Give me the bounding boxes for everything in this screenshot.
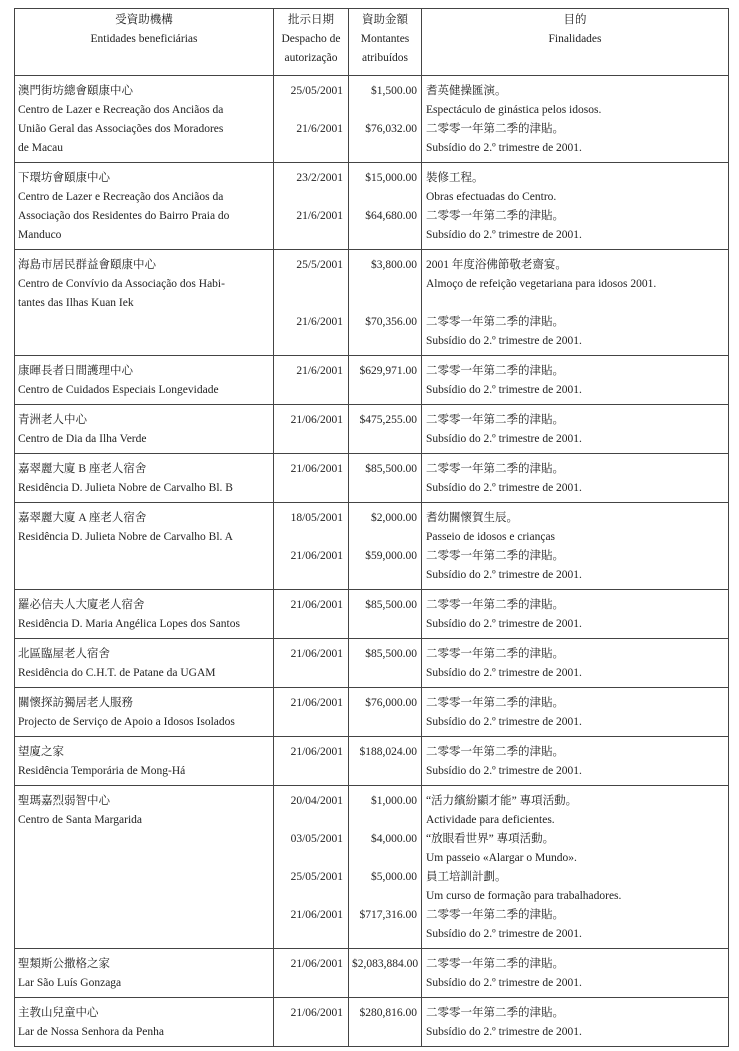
entity-line: 主教山兒童中心 — [18, 1007, 99, 1019]
amount-line: $280,816.00 — [359, 1007, 417, 1019]
date-line — [277, 615, 345, 634]
table-row — [15, 949, 729, 998]
purpose-line: Subsídio do 2.º trimestre de 2001. — [426, 667, 582, 679]
entity-line: Projecto de Serviço de Apoio a Idosos Isolados — [18, 716, 235, 728]
table-row — [15, 405, 729, 454]
amount-line — [352, 713, 418, 732]
amount-cell — [349, 503, 422, 590]
amount-line: $85,500.00 — [365, 648, 417, 660]
amount-cell — [349, 454, 422, 503]
date-line — [277, 101, 345, 120]
date-cell — [274, 163, 349, 250]
entity-line: Centro de Lazer e Recreação dos Anciãos da — [18, 191, 224, 203]
purpose-line: Subsídio do 2.º trimestre de 2001. — [426, 335, 582, 347]
amount-line — [352, 566, 418, 585]
entity-line: Manduco — [18, 229, 62, 241]
entity-line — [18, 313, 270, 332]
amount-line: $5,000.00 — [371, 871, 417, 883]
purpose-cell — [422, 76, 729, 163]
purpose-line: “活力繽紛顯才能” 專項活動。 — [426, 795, 578, 807]
entity-cell — [15, 356, 274, 405]
purpose-line: “放眼看世界” 專項活動。 — [426, 833, 555, 845]
header-entities — [15, 9, 274, 76]
date-cell — [274, 356, 349, 405]
date-cell — [274, 737, 349, 786]
table-row — [15, 76, 729, 163]
purpose-cell — [422, 688, 729, 737]
date-line: 21/6/2001 — [296, 365, 343, 377]
purpose-line — [425, 294, 725, 313]
header-date-pt-1: Despacho de — [281, 33, 341, 45]
date-line — [277, 332, 345, 351]
amount-line: $70,356.00 — [365, 316, 417, 328]
date-line: 21/06/2001 — [290, 746, 343, 758]
entity-line — [18, 849, 270, 868]
purpose-line: Subsídio do 2.º trimestre de 2001. — [426, 229, 582, 241]
date-cell — [274, 405, 349, 454]
date-line — [277, 713, 345, 732]
entity-line: 嘉翠麗大廈 B 座老人宿舍 — [18, 463, 147, 475]
purpose-line: Um passeio «Alargar o Mundo». — [426, 852, 577, 864]
date-line: 21/06/2001 — [290, 414, 343, 426]
purpose-cell — [422, 639, 729, 688]
purpose-line: 二零零一年第二季的津貼。 — [426, 746, 564, 758]
date-line — [277, 849, 345, 868]
entity-line — [18, 868, 270, 887]
amount-line: $59,000.00 — [365, 550, 417, 562]
amount-cell — [349, 250, 422, 356]
date-line: 25/5/2001 — [296, 259, 343, 271]
amount-cell — [349, 76, 422, 163]
amount-line: $76,000.00 — [365, 697, 417, 709]
header-purpose-zh: 目的 — [563, 14, 587, 26]
table-row — [15, 454, 729, 503]
date-line: 25/05/2001 — [290, 871, 343, 883]
purpose-line: 二零零一年第二季的津貼。 — [426, 463, 564, 475]
table-row — [15, 356, 729, 405]
entity-cell — [15, 503, 274, 590]
purpose-cell — [422, 356, 729, 405]
amount-line: $629,971.00 — [359, 365, 417, 377]
amount-line: $64,680.00 — [365, 210, 417, 222]
entity-line: 澳門街坊總會頤康中心 — [18, 85, 133, 97]
purpose-cell — [422, 949, 729, 998]
purpose-line: 二零零一年第二季的津貼。 — [426, 550, 564, 562]
amount-line: $1,000.00 — [371, 795, 417, 807]
date-line: 21/06/2001 — [290, 599, 343, 611]
amount-line — [352, 615, 418, 634]
date-line — [277, 566, 345, 585]
header-amount — [349, 9, 422, 76]
table-row — [15, 737, 729, 786]
purpose-cell — [422, 503, 729, 590]
purpose-line: 二零零一年第二季的津貼。 — [426, 648, 564, 660]
entity-line: 聖瑪嘉烈弱智中心 — [18, 795, 110, 807]
entity-cell — [15, 737, 274, 786]
date-line: 21/6/2001 — [296, 123, 343, 135]
entity-line: Centro de Lazer e Recreação dos Anciãos da — [18, 104, 224, 116]
date-line: 25/05/2001 — [290, 85, 343, 97]
date-line — [277, 974, 345, 993]
entity-cell — [15, 163, 274, 250]
amount-line — [352, 1023, 418, 1042]
amount-line — [352, 188, 418, 207]
amount-line — [352, 528, 418, 547]
purpose-line: Actividade para deficientes. — [426, 814, 555, 826]
date-line — [277, 528, 345, 547]
purpose-line: 裝修工程。 — [426, 172, 484, 184]
amount-line — [352, 479, 418, 498]
purpose-line: 員工培訓計劃。 — [426, 871, 507, 883]
amount-line: $2,000.00 — [371, 512, 417, 524]
amount-line — [352, 430, 418, 449]
amount-line — [352, 332, 418, 351]
date-cell — [274, 76, 349, 163]
date-line: 21/06/2001 — [290, 550, 343, 562]
purpose-line: Almoço de refeição vegetariana para idosos 2001. — [426, 278, 657, 290]
entity-line: Residência Temporária de Mong-Há — [18, 765, 186, 777]
entity-cell — [15, 454, 274, 503]
table-header-row — [15, 9, 729, 76]
date-cell — [274, 688, 349, 737]
date-cell — [274, 998, 349, 1047]
entity-line: 望廈之家 — [18, 746, 64, 758]
date-line — [277, 139, 345, 158]
date-line: 21/6/2001 — [296, 210, 343, 222]
table-row — [15, 998, 729, 1047]
purpose-cell — [422, 163, 729, 250]
purpose-line: Subsídio do 2.º trimestre de 2001. — [426, 977, 582, 989]
amount-cell — [349, 163, 422, 250]
entity-line: de Macau — [18, 142, 64, 154]
date-cell — [274, 949, 349, 998]
table-row — [15, 786, 729, 949]
amount-line — [352, 762, 418, 781]
header-date-zh: 批示日期 — [288, 14, 334, 26]
purpose-line: 耆英健操匯演。 — [426, 85, 507, 97]
purpose-cell — [422, 454, 729, 503]
entity-cell — [15, 250, 274, 356]
entity-line: 青洲老人中心 — [18, 414, 87, 426]
amount-line — [352, 811, 418, 830]
entity-line: Lar São Luís Gonzaga — [18, 977, 122, 989]
purpose-line: 二零零一年第二季的津貼。 — [426, 316, 564, 328]
date-line — [277, 887, 345, 906]
entity-cell — [15, 639, 274, 688]
amount-line — [352, 226, 418, 245]
table-row — [15, 688, 729, 737]
amount-line: $85,500.00 — [365, 463, 417, 475]
entity-line: 關懷探訪獨居老人服務 — [18, 697, 133, 709]
table-row — [15, 590, 729, 639]
header-amount-pt-1: Montantes — [360, 33, 410, 45]
entity-line: Centro de Dia da Ilha Verde — [18, 433, 147, 445]
date-line: 21/06/2001 — [290, 463, 343, 475]
amount-line: $188,024.00 — [359, 746, 417, 758]
purpose-line: Espectáculo de ginástica pelos idosos. — [426, 104, 602, 116]
amount-line — [352, 381, 418, 400]
date-cell — [274, 639, 349, 688]
header-date — [274, 9, 349, 76]
entity-line: Centro de Cuidados Especiais Longevidade — [18, 384, 219, 396]
entity-line: 羅必信夫人大廈老人宿舍 — [18, 599, 145, 611]
entity-line: 下環坊會頤康中心 — [18, 172, 110, 184]
header-purpose — [422, 9, 729, 76]
header-date-pt-2: autorização — [284, 52, 338, 64]
purpose-line: 2001 年度浴佛節敬老齋宴。 — [426, 259, 567, 271]
purpose-line: Subsídio do 2.º trimestre de 2001. — [426, 618, 582, 630]
amount-line — [352, 139, 418, 158]
purpose-cell — [422, 786, 729, 949]
date-line — [277, 479, 345, 498]
entity-line: Lar de Nossa Senhora da Penha — [18, 1026, 164, 1038]
amount-line — [352, 925, 418, 944]
purpose-line: 二零零一年第二季的津貼。 — [426, 365, 564, 377]
amount-line — [352, 275, 418, 294]
amount-line — [352, 974, 418, 993]
purpose-line: 二零零一年第二季的津貼。 — [426, 909, 564, 921]
date-line: 21/06/2001 — [290, 909, 343, 921]
amount-cell — [349, 688, 422, 737]
amount-line: $2,083,884.00 — [352, 958, 419, 970]
entity-cell — [15, 405, 274, 454]
date-cell — [274, 250, 349, 356]
purpose-line: Subsídio do 2.º trimestre de 2001. — [426, 142, 582, 154]
date-line — [277, 226, 345, 245]
amount-line — [352, 849, 418, 868]
date-line — [277, 430, 345, 449]
purpose-line: 二零零一年第二季的津貼。 — [426, 210, 564, 222]
purpose-line: 二零零一年第二季的津貼。 — [426, 958, 564, 970]
amount-line: $475,255.00 — [359, 414, 417, 426]
entity-line: Residência do C.H.T. de Patane da UGAM — [18, 667, 216, 679]
amount-cell — [349, 356, 422, 405]
amount-cell — [349, 590, 422, 639]
date-line — [277, 811, 345, 830]
date-cell — [274, 786, 349, 949]
table-row — [15, 503, 729, 590]
entity-line: 聖類斯公撒格之家 — [18, 958, 110, 970]
date-line — [277, 925, 345, 944]
entity-line — [18, 887, 270, 906]
entity-line: tantes das Ilhas Kuan Iek — [18, 297, 134, 309]
entity-line: 嘉翠麗大廈 A 座老人宿舍 — [18, 512, 147, 524]
amount-cell — [349, 405, 422, 454]
purpose-line: Subsídio do 2.º trimestre de 2001. — [426, 1026, 582, 1038]
date-cell — [274, 454, 349, 503]
date-line — [277, 664, 345, 683]
entity-line: Centro de Santa Margarida — [18, 814, 143, 826]
purpose-line: Subsídio do 2.º trimestre de 2001. — [426, 384, 582, 396]
entity-cell — [15, 688, 274, 737]
date-cell — [274, 590, 349, 639]
entity-cell — [15, 949, 274, 998]
entity-line: União Geral das Associações dos Moradores — [18, 123, 224, 135]
date-line: 20/04/2001 — [290, 795, 343, 807]
amount-line: $15,000.00 — [365, 172, 417, 184]
date-line — [277, 1023, 345, 1042]
amount-cell — [349, 639, 422, 688]
table-row — [15, 639, 729, 688]
amount-line — [352, 887, 418, 906]
header-entities-pt: Entidades beneficiárias — [90, 33, 198, 45]
date-line: 23/2/2001 — [296, 172, 343, 184]
amount-line — [352, 101, 418, 120]
date-line: 03/05/2001 — [290, 833, 343, 845]
entity-line — [18, 547, 270, 566]
date-line — [277, 294, 345, 313]
purpose-line: Um curso de formação para trabalhadores. — [426, 890, 622, 902]
date-line: 18/05/2001 — [290, 512, 343, 524]
purpose-cell — [422, 250, 729, 356]
date-line: 21/6/2001 — [296, 316, 343, 328]
entity-line: Associação dos Residentes do Bairro Praia do — [18, 210, 230, 222]
header-entities-zh: 受資助機構 — [115, 14, 173, 26]
amount-line: $1,500.00 — [371, 85, 417, 97]
date-line: 21/06/2001 — [290, 697, 343, 709]
purpose-line: Subsídio do 2.º trimestre de 2001. — [426, 482, 582, 494]
purpose-line: 二零零一年第二季的津貼。 — [426, 123, 564, 135]
entity-cell — [15, 998, 274, 1047]
date-line: 21/06/2001 — [290, 648, 343, 660]
entity-cell — [15, 76, 274, 163]
purpose-line: Passeio de idosos e crianças — [426, 531, 556, 543]
amount-cell — [349, 786, 422, 949]
date-line — [277, 762, 345, 781]
purpose-cell — [422, 405, 729, 454]
purpose-cell — [422, 590, 729, 639]
entity-line — [18, 566, 270, 585]
purpose-line: Subsídio do 2.º trimestre de 2001. — [426, 569, 582, 581]
purpose-line: 二零零一年第二季的津貼。 — [426, 599, 564, 611]
amount-line — [352, 294, 418, 313]
purpose-line: 二零零一年第二季的津貼。 — [426, 1007, 564, 1019]
entity-line — [18, 830, 270, 849]
entity-line: Residência D. Julieta Nobre de Carvalho Bl. A — [18, 531, 233, 543]
purpose-line: Subsídio do 2.º trimestre de 2001. — [426, 928, 582, 940]
date-line — [277, 188, 345, 207]
entity-line: 海島市居民群益會頤康中心 — [18, 259, 156, 271]
table-row — [15, 250, 729, 356]
purpose-line: 耆幼關懷賀生辰。 — [426, 512, 518, 524]
entity-line: 康暉長者日間護理中心 — [18, 365, 133, 377]
amount-line: $76,032.00 — [365, 123, 417, 135]
table-row — [15, 163, 729, 250]
entity-line: Residência D. Maria Angélica Lopes dos Santos — [18, 618, 240, 630]
purpose-line: Subsídio do 2.º trimestre de 2001. — [426, 765, 582, 777]
purpose-line: 二零零一年第二季的津貼。 — [426, 414, 564, 426]
amount-line: $717,316.00 — [359, 909, 417, 921]
purpose-cell — [422, 737, 729, 786]
entity-line: Residência D. Julieta Nobre de Carvalho Bl. B — [18, 482, 233, 494]
amount-line: $3,800.00 — [371, 259, 417, 271]
purpose-cell — [422, 998, 729, 1047]
entity-cell — [15, 786, 274, 949]
header-purpose-pt: Finalidades — [548, 33, 602, 45]
entity-cell — [15, 590, 274, 639]
date-cell — [274, 503, 349, 590]
header-amount-pt-2: atribuídos — [362, 52, 408, 64]
purpose-line: Obras efectuadas do Centro. — [426, 191, 557, 203]
amount-line — [352, 664, 418, 683]
entity-line — [18, 906, 270, 925]
amount-cell — [349, 737, 422, 786]
date-line: 21/06/2001 — [290, 1007, 343, 1019]
amount-cell — [349, 998, 422, 1047]
date-line: 21/06/2001 — [290, 958, 343, 970]
entity-line: Centro de Convívio da Associação dos Habi- — [18, 278, 225, 290]
purpose-line: Subsídio do 2.º trimestre de 2001. — [426, 716, 582, 728]
amount-cell — [349, 949, 422, 998]
entity-line — [18, 925, 270, 944]
amount-line: $4,000.00 — [371, 833, 417, 845]
entity-line: 北區臨屋老人宿舍 — [18, 648, 110, 660]
purpose-line: 二零零一年第二季的津貼。 — [426, 697, 564, 709]
date-line — [277, 275, 345, 294]
amount-line: $85,500.00 — [365, 599, 417, 611]
date-line — [277, 381, 345, 400]
subsidy-table — [14, 8, 729, 1047]
purpose-line: Subsídio do 2.º trimestre de 2001. — [426, 433, 582, 445]
header-amount-zh: 資助金額 — [362, 14, 408, 26]
